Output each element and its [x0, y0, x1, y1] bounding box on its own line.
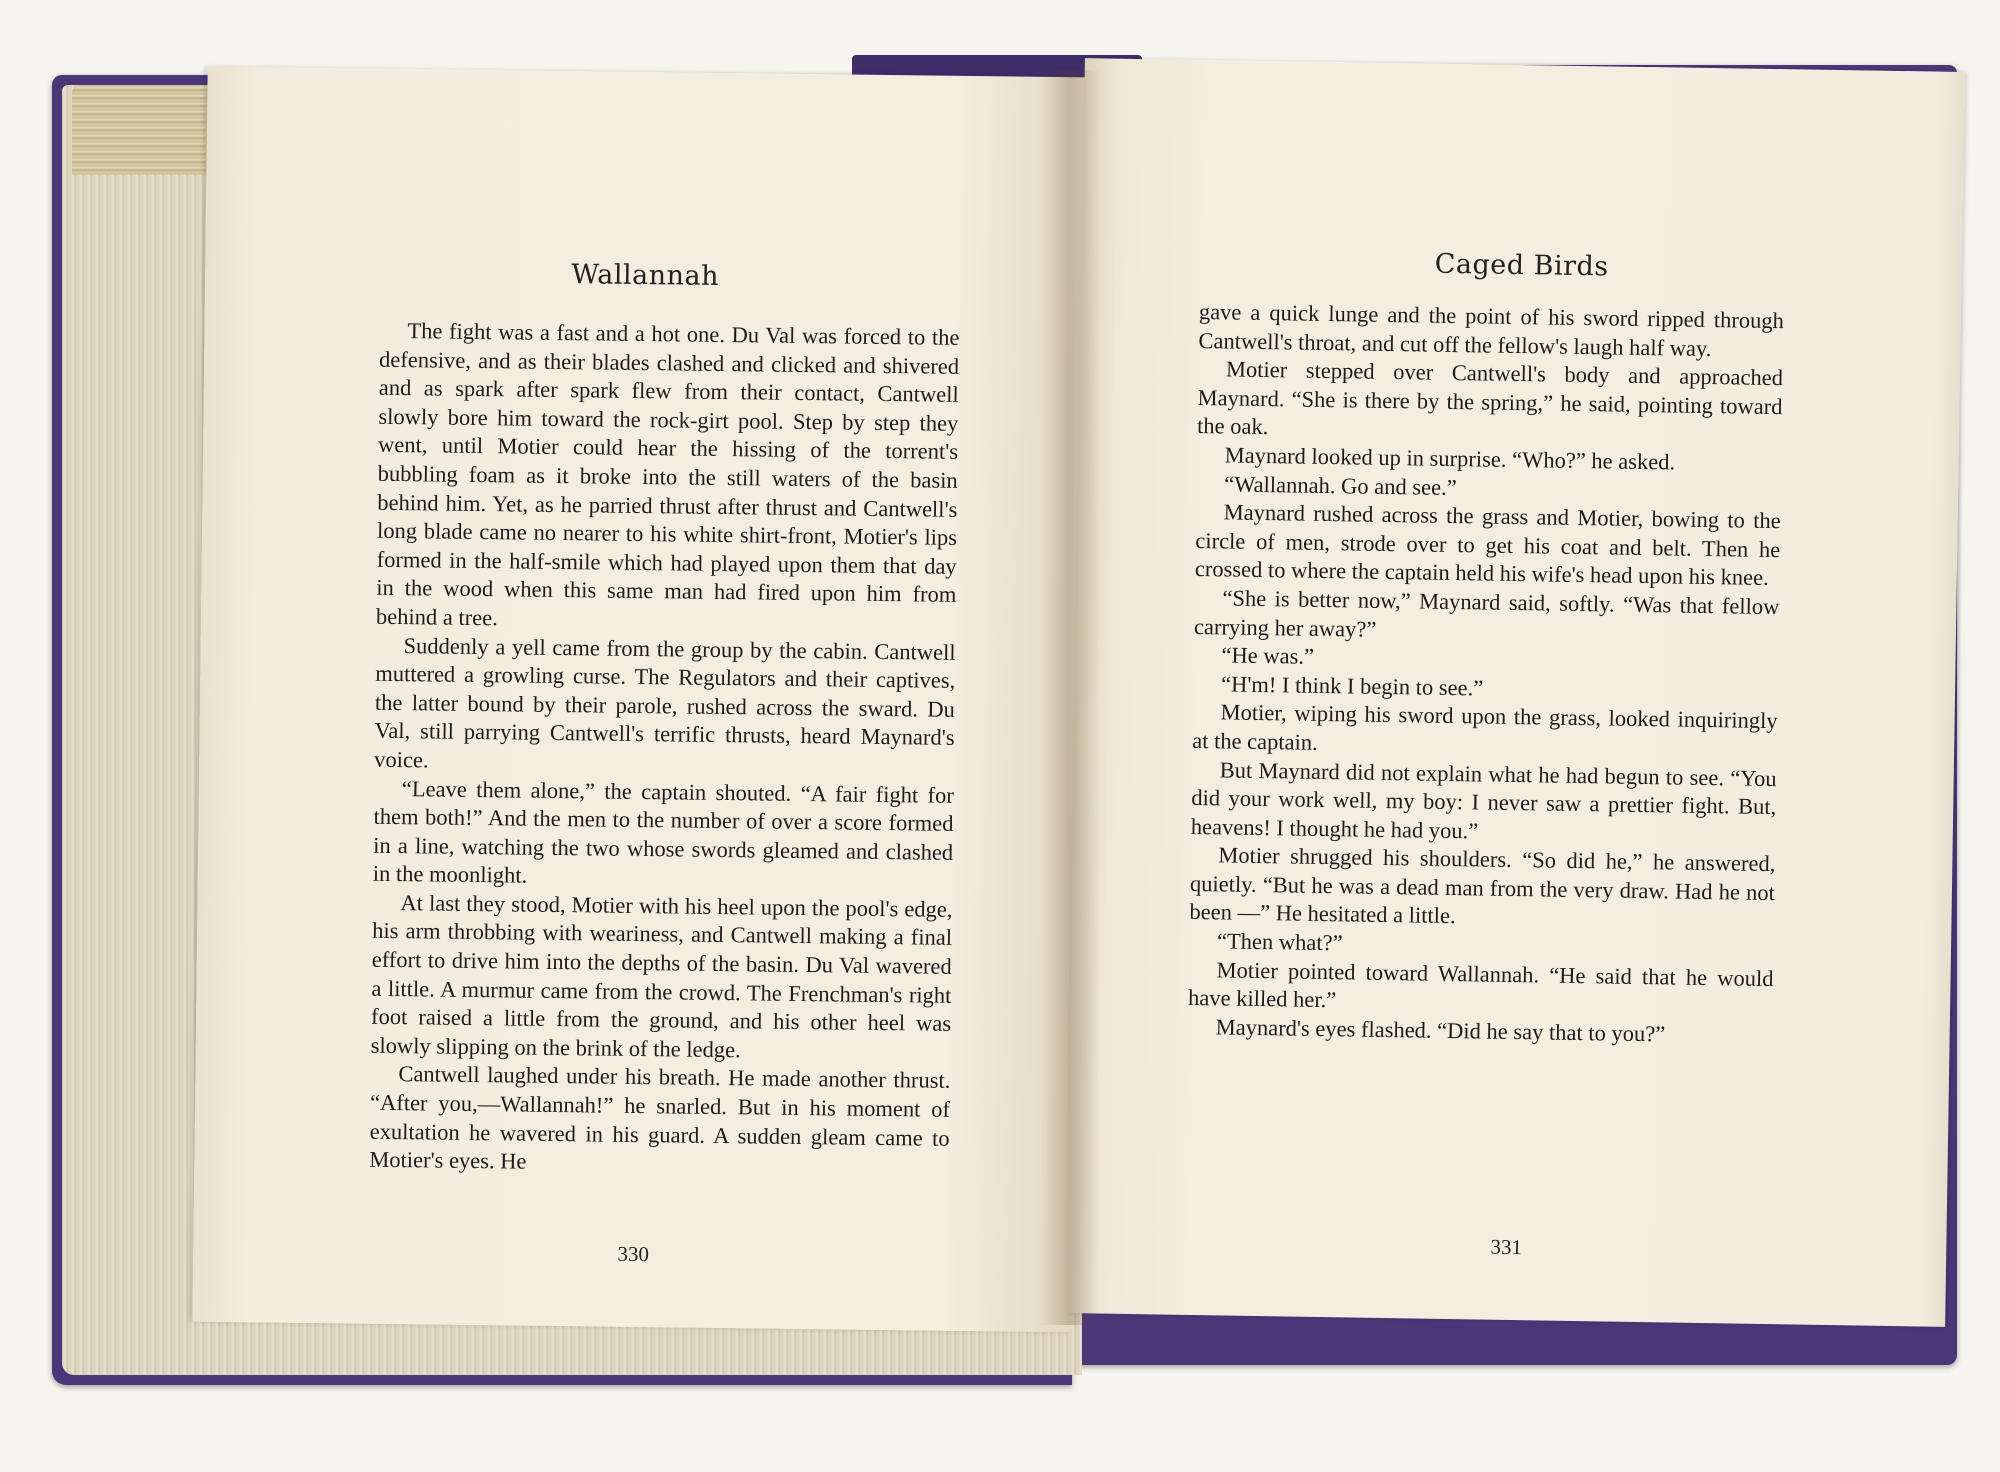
- paragraph: “He was.”: [1221, 642, 1315, 669]
- paragraph: Motier shrugged his shoulders. “So did he,” he answered, quietly. “But he was a dead man from the very draw. Had he not been —” He hesitated a little.: [1189, 842, 1776, 929]
- paragraph: gave a quick lunge and the point of his sword ripped through Cantwell's throat, and cut off the fellow's laugh half way.: [1198, 298, 1785, 361]
- left-running-head: Wallannah: [571, 259, 720, 292]
- left-page-text: [369, 317, 959, 1182]
- paragraph: Maynard looked up in surprise. “Who?” he asked.: [1224, 442, 1676, 475]
- paragraph: At last they stood, Motier with his heel upon the pool's edge, his arm throbbing with weariness, and Cantwell making a final effort to drive him into the depths of the basin. Du Val wavered a little. A murmur came from the crowd. The Frenchman's right foot raised a little from the ground, and his other heel was slowly slipping on the brink of the ledge.: [370, 889, 953, 1063]
- right-page: [1065, 58, 1965, 1327]
- paragraph: Maynard rushed across the grass and Motier, bowing to the circle of men, strode over to get his coat and belt. Then he crossed to where the captain held his wife's head upon his knee.: [1194, 499, 1781, 591]
- paragraph: Suddenly a yell came from the group by the cabin. Cantwell muttered a growling curse. The Regulators and their captives, the latter bound by their parole, rushed across the sward. Du Val, still parrying Cantwell's terrific thrusts, heard Maynard's voice.: [374, 632, 956, 773]
- right-page-text: [1187, 298, 1784, 1051]
- paragraph: Maynard's eyes flashed. “Did he say that to you?”: [1215, 1014, 1666, 1047]
- right-running-head: Caged Birds: [1434, 248, 1609, 283]
- paragraph: Motier, wiping his sword upon the grass, looked inquiringly at the captain.: [1192, 699, 1778, 755]
- paragraph: Motier pointed toward Wallannah. “He said that he would have killed her.”: [1187, 957, 1774, 1013]
- page-number-right: 331: [1490, 1234, 1523, 1260]
- paragraph: Cantwell laughed under his breath. He made another thrust. “After you,—Wallannah!” he snarled. But in his moment of exultation he wavered in his guard. A sudden gleam came to Motier's eyes. He: [369, 1061, 951, 1174]
- paragraph: “Leave them alone,” the captain shouted. “A fair fight for them both!” And the men to the number of over a score formed in a line, watching the two whose swords gleamed and clashed in the moonlight.: [372, 775, 955, 888]
- book-gutter: [1040, 70, 1100, 1325]
- paragraph: The fight was a fast and a hot one. Du Val was forced to the defensive, and as their blades clashed and clicked and shivered and as spark after spark flew from their contact, Cantwell slowly bore him toward the rock-girt pool. Step by step they went, until Motier could hear the hissing of the torrent's bubbling foam as it broke into the still waters of the basin behind him. Yet, as he parried thrust after thrust and Cantwell's long blade came no nearer to his white shirt-front, Motier's lips formed in the half-smile which had played upon them that day in the wood when this same man had fired upon him from behind a tree.: [375, 318, 960, 631]
- paragraph: “H'm! I think I begin to see.”: [1220, 671, 1484, 701]
- paragraph: But Maynard did not explain what he had begun to see. “You did your work well, my boy: I never saw a prettier fight. But, heavens! I thought he had you.”: [1190, 756, 1777, 844]
- page-number-left: 330: [617, 1241, 650, 1267]
- paragraph: “Wallannah. Go and see.”: [1224, 470, 1457, 500]
- paragraph: Motier stepped over Cantwell's body and approached Maynard. “She is there by the spring,” he said, pointing toward the oak.: [1196, 356, 1784, 440]
- left-page: [192, 67, 1087, 1333]
- paragraph: “Then what?”: [1216, 928, 1343, 956]
- paragraph: “She is better now,” Maynard said, softly. “Was that fellow carrying her away?”: [1193, 585, 1780, 642]
